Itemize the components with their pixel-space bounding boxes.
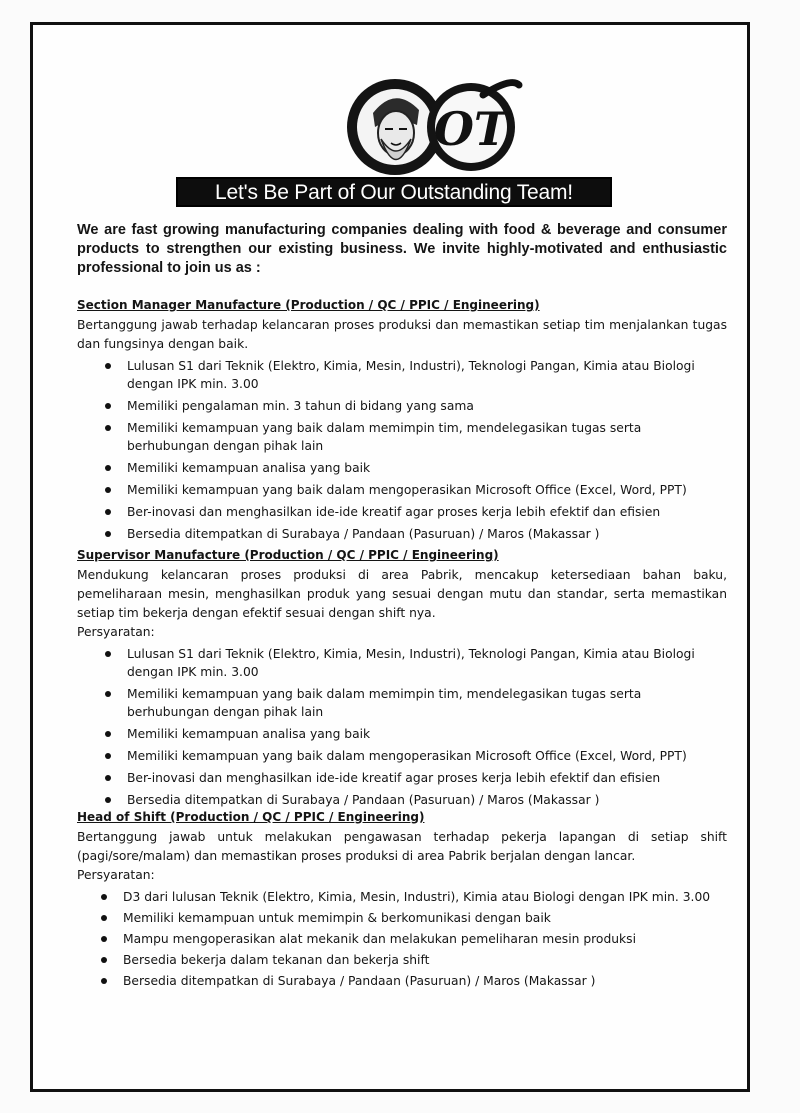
job-section-head-of-shift	[77, 808, 727, 993]
bullet-icon	[101, 936, 107, 942]
bullet-icon	[101, 915, 107, 921]
list-item: Ber-inovasi dan menghasilkan ide-ide kreatif agar proses kerja lebih efektif dan efisien	[77, 769, 727, 787]
list-item: Memiliki pengalaman min. 3 tahun di bidang yang sama	[77, 397, 727, 415]
bullet-icon	[105, 487, 111, 493]
intro-text: We are fast growing manufacturing companies dealing with food & beverage and consumer products to strengthen our existing business. We invite highly-motivated and enthusiastic professional to join us as :	[77, 222, 727, 276]
bullet-icon	[105, 531, 111, 537]
list-item: Memiliki kemampuan untuk memimpin & berkomunikasi dengan baik	[77, 909, 727, 927]
job-title: Supervisor Manufacture (Production / QC / PPIC / Engineering)	[77, 548, 499, 562]
requirements-list	[77, 645, 727, 809]
job-section-supervisor	[77, 546, 727, 813]
list-item: Bersedia ditempatkan di Surabaya / Pandaan (Pasuruan) / Maros (Makassar )	[77, 791, 727, 809]
svg-text:OT: OT	[433, 102, 509, 156]
job-description: Mendukung kelancaran proses produksi di area Pabrik, mencakup ketersediaan bahan baku, pemeliharaan mesin, menghasilkan produk yang sesuai dengan mutu dan standar, serta memastikan setiap tim bekerja dengan efektif sesuai dengan shift nya.	[77, 568, 727, 620]
job-description: Bertanggung jawab untuk melakukan pengawasan terhadap pekerja lapangan di setiap shift (pagi/sore/malam) dan memastikan proses produksi di area Pabrik berjalan dengan lancar.	[77, 830, 727, 863]
bullet-icon	[101, 978, 107, 984]
job-section-manager	[77, 296, 727, 547]
job-poster	[30, 22, 750, 1092]
bullet-icon	[105, 797, 111, 803]
list-item: Bersedia ditempatkan di Surabaya / Pandaan (Pasuruan) / Maros (Makassar )	[77, 972, 727, 990]
job-title: Head of Shift (Production / QC / PPIC / Engineering)	[77, 810, 425, 824]
list-item: Memiliki kemampuan analisa yang baik	[77, 725, 727, 743]
bullet-icon	[105, 731, 111, 737]
bullet-icon	[105, 403, 111, 409]
bullet-icon	[105, 363, 111, 369]
bullet-icon	[101, 957, 107, 963]
list-item: D3 dari lulusan Teknik (Elektro, Kimia, Mesin, Industri), Kimia atau Biologi dengan IPK min. 3.00	[77, 888, 727, 906]
list-item: Memiliki kemampuan yang baik dalam mengoperasikan Microsoft Office (Excel, Word, PPT)	[77, 481, 727, 499]
company-logo	[333, 55, 523, 195]
bullet-icon	[105, 651, 111, 657]
requirements-label: Persyaratan:	[77, 868, 155, 882]
list-item: Memiliki kemampuan analisa yang baik	[77, 459, 727, 477]
job-title: Section Manager Manufacture (Production / QC / PPIC / Engineering)	[77, 298, 540, 312]
list-item: Bersedia bekerja dalam tekanan dan bekerja shift	[77, 951, 727, 969]
bullet-icon	[105, 775, 111, 781]
banner-title: Let's Be Part of Our Outstanding Team!	[176, 177, 612, 207]
list-item: Lulusan S1 dari Teknik (Elektro, Kimia, Mesin, Industri), Teknologi Pangan, Kimia atau Biologi dengan IPK min. 3.00	[77, 357, 727, 393]
list-item: Lulusan S1 dari Teknik (Elektro, Kimia, Mesin, Industri), Teknologi Pangan, Kimia atau Biologi dengan IPK min. 3.00	[77, 645, 727, 681]
requirements-list	[77, 357, 727, 543]
list-item: Memiliki kemampuan yang baik dalam memimpin tim, mendelegasikan tugas serta berhubungan dengan pihak lain	[77, 419, 727, 455]
bullet-icon	[105, 425, 111, 431]
list-item: Ber-inovasi dan menghasilkan ide-ide kreatif agar proses kerja lebih efektif dan efisien	[77, 503, 727, 521]
bullet-icon	[105, 509, 111, 515]
bullet-icon	[105, 753, 111, 759]
list-item: Memiliki kemampuan yang baik dalam memimpin tim, mendelegasikan tugas serta berhubungan dengan pihak lain	[77, 685, 727, 721]
list-item: Memiliki kemampuan yang baik dalam mengoperasikan Microsoft Office (Excel, Word, PPT)	[77, 747, 727, 765]
bullet-icon	[105, 691, 111, 697]
job-description: Bertanggung jawab terhadap kelancaran proses produksi dan memastikan setiap tim menjalankan tugas dan fungsinya dengan baik.	[77, 318, 727, 351]
list-item: Mampu mengoperasikan alat mekanik dan melakukan pemeliharan mesin produksi	[77, 930, 727, 948]
requirements-label: Persyaratan:	[77, 625, 155, 639]
bullet-icon	[105, 465, 111, 471]
bullet-icon	[101, 894, 107, 900]
requirements-list	[77, 888, 727, 990]
list-item: Bersedia ditempatkan di Surabaya / Pandaan (Pasuruan) / Maros (Makassar )	[77, 525, 727, 543]
